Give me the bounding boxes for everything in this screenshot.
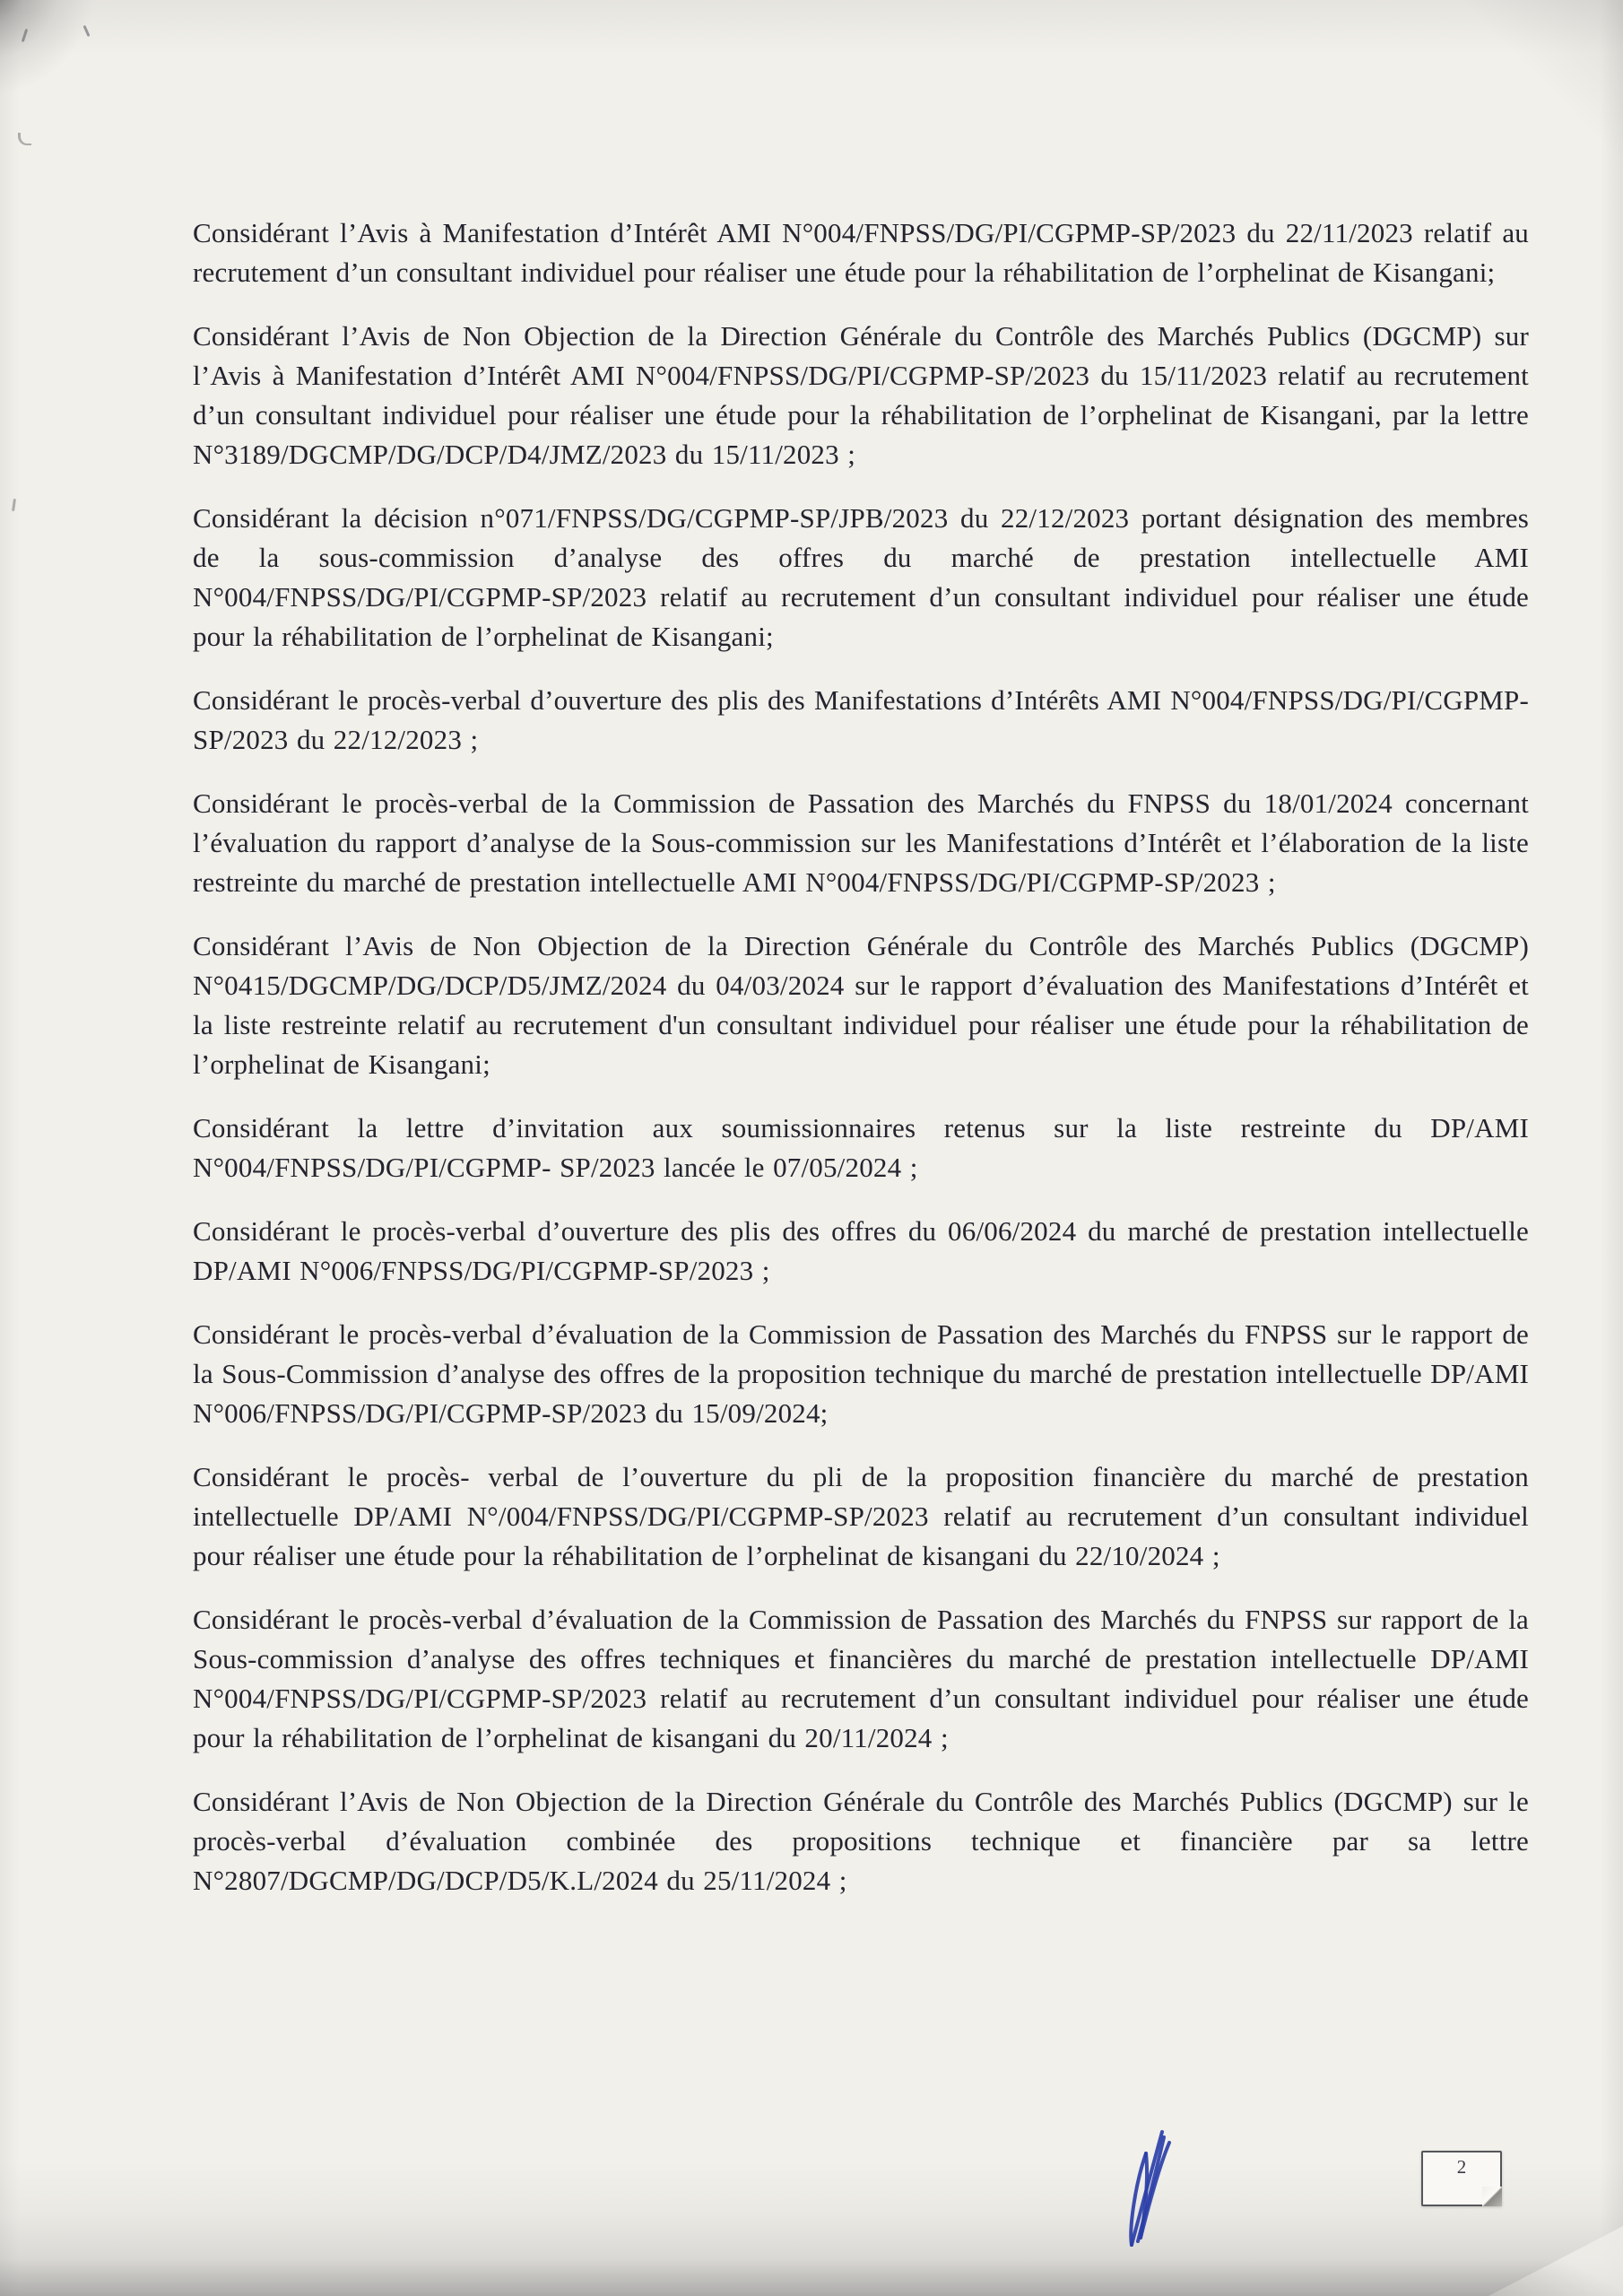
considerant-paragraph: Considérant le procès-verbal d’évaluation de la Commission de Passation des Marchés du FNPSS sur rapport de la Sous-commission d’analyse des offres techniques et financières du marché de prestation intellectuelle DP/AMI N°004/FNPSS/DG/PI/CGPMP-SP/2023 relatif au recrutement d’un consultant individuel pour réaliser une étude pour la réhabilitation de l’orphelinat de kisangani du 20/11/2024 ;: [193, 1604, 1529, 1753]
page-curl: [1488, 2226, 1623, 2296]
considerant-paragraph: Considérant la lettre d’invitation aux soumissionnaires retenus sur la liste restreinte du DP/AMI N°004/FNPSS/DG/PI/CGPMP- SP/2023 lancée le 07/05/2024 ;: [193, 1112, 1529, 1183]
considerant-paragraph: Considérant le procès-verbal d’évaluation de la Commission de Passation des Marchés du FNPSS sur le rapport de la Sous-Commission d’analyse des offres de la proposition technique du marché de prestation intellectuelle DP/AMI N°006/FNPSS/DG/PI/CGPMP-SP/2023 du 15/09/2024;: [193, 1318, 1529, 1429]
document-body: [193, 213, 1529, 1900]
handwritten-signature-icon: [1105, 2127, 1194, 2255]
ink-mark: [12, 499, 16, 511]
considerant-paragraph: Considérant le procès-verbal d’ouverture des plis des Manifestations d’Intérêts AMI N°004/FNPSS/DG/PI/CGPMP-SP/2023 du 22/12/2023 ;: [193, 684, 1529, 755]
considerant-paragraph: Considérant le procès-verbal de la Commission de Passation des Marchés du FNPSS du 18/01/2024 concernant l’évaluation du rapport d’analyse de la Sous-commission sur les Manifestations d’Intérêt et l’élaboration de la liste restreinte du marché de prestation intellectuelle AMI N°004/FNPSS/DG/PI/CGPMP-SP/2023 ;: [193, 787, 1529, 898]
considerant-paragraph: Considérant l’Avis à Manifestation d’Intérêt AMI N°004/FNPSS/DG/PI/CGPMP-SP/2023 du 22/11/2023 relatif au recrutement d’un consultant individuel pour réaliser une étude pour la réhabilitation de l’orphelinat de Kisangani;: [193, 217, 1529, 288]
considerant-paragraph: Considérant l’Avis de Non Objection de la Direction Générale du Contrôle des Marchés Publics (DGCMP) sur le procès-verbal d’évaluation combinée des propositions technique et financière par sa lettre N°2807/DGCMP/DG/DCP/D5/K.L/2024 du 25/11/2024 ;: [193, 1786, 1529, 1896]
page-number: 2: [1456, 2156, 1467, 2178]
considerant-paragraph: Considérant la décision n°071/FNPSS/DG/CGPMP-SP/JPB/2023 du 22/12/2023 portant désignation des membres de la sous-commission d’analyse des offres du marché de prestation intellectuelle AMI N°004/FNPSS/DG/PI/CGPMP-SP/2023 relatif au recrutement d’un consultant individuel pour réaliser une étude pour la réhabilitation de l’orphelinat de Kisangani;: [193, 502, 1529, 652]
ink-mark: [18, 133, 31, 145]
page-number-tag: [1421, 2151, 1502, 2206]
considerant-paragraph: Considérant le procès-verbal d’ouverture des plis des offres du 06/06/2024 du marché de prestation intellectuelle DP/AMI N°006/FNPSS/DG/PI/CGPMP-SP/2023 ;: [193, 1215, 1529, 1286]
ink-mark: [22, 29, 28, 42]
considerant-paragraph: Considérant le procès- verbal de l’ouverture du pli de la proposition financière du marché de prestation intellectuelle DP/AMI N°/004/FNPSS/DG/PI/CGPMP-SP/2023 relatif au recrutement d’un consultant individuel pour réaliser une étude pour la réhabilitation de l’orphelinat de kisangani du 22/10/2024 ;: [193, 1461, 1529, 1571]
ink-mark: [82, 25, 90, 37]
considerant-paragraph: Considérant l’Avis de Non Objection de la Direction Générale du Contrôle des Marchés Publics (DGCMP) N°0415/DGCMP/DG/DCP/D5/JMZ/2024 du 04/03/2024 sur le rapport d’évaluation des Manifestations d’Intérêt et la liste restreinte relatif au recrutement d'un consultant individuel pour réaliser une étude pour la réhabilitation de l’orphelinat de Kisangani;: [193, 930, 1529, 1080]
folded-corner: [1482, 2187, 1502, 2206]
considerant-paragraph: Considérant l’Avis de Non Objection de la Direction Générale du Contrôle des Marchés Publics (DGCMP) sur l’Avis à Manifestation d’Intérêt AMI N°004/FNPSS/DG/PI/CGPMP-SP/2023 du 15/11/2023 relatif au recrutement d’un consultant individuel pour réaliser une étude pour la réhabilitation de l’orphelinat de Kisangani, par la lettre N°3189/DGCMP/DG/DCP/D4/JMZ/2023 du 15/11/2023 ;: [193, 320, 1529, 470]
